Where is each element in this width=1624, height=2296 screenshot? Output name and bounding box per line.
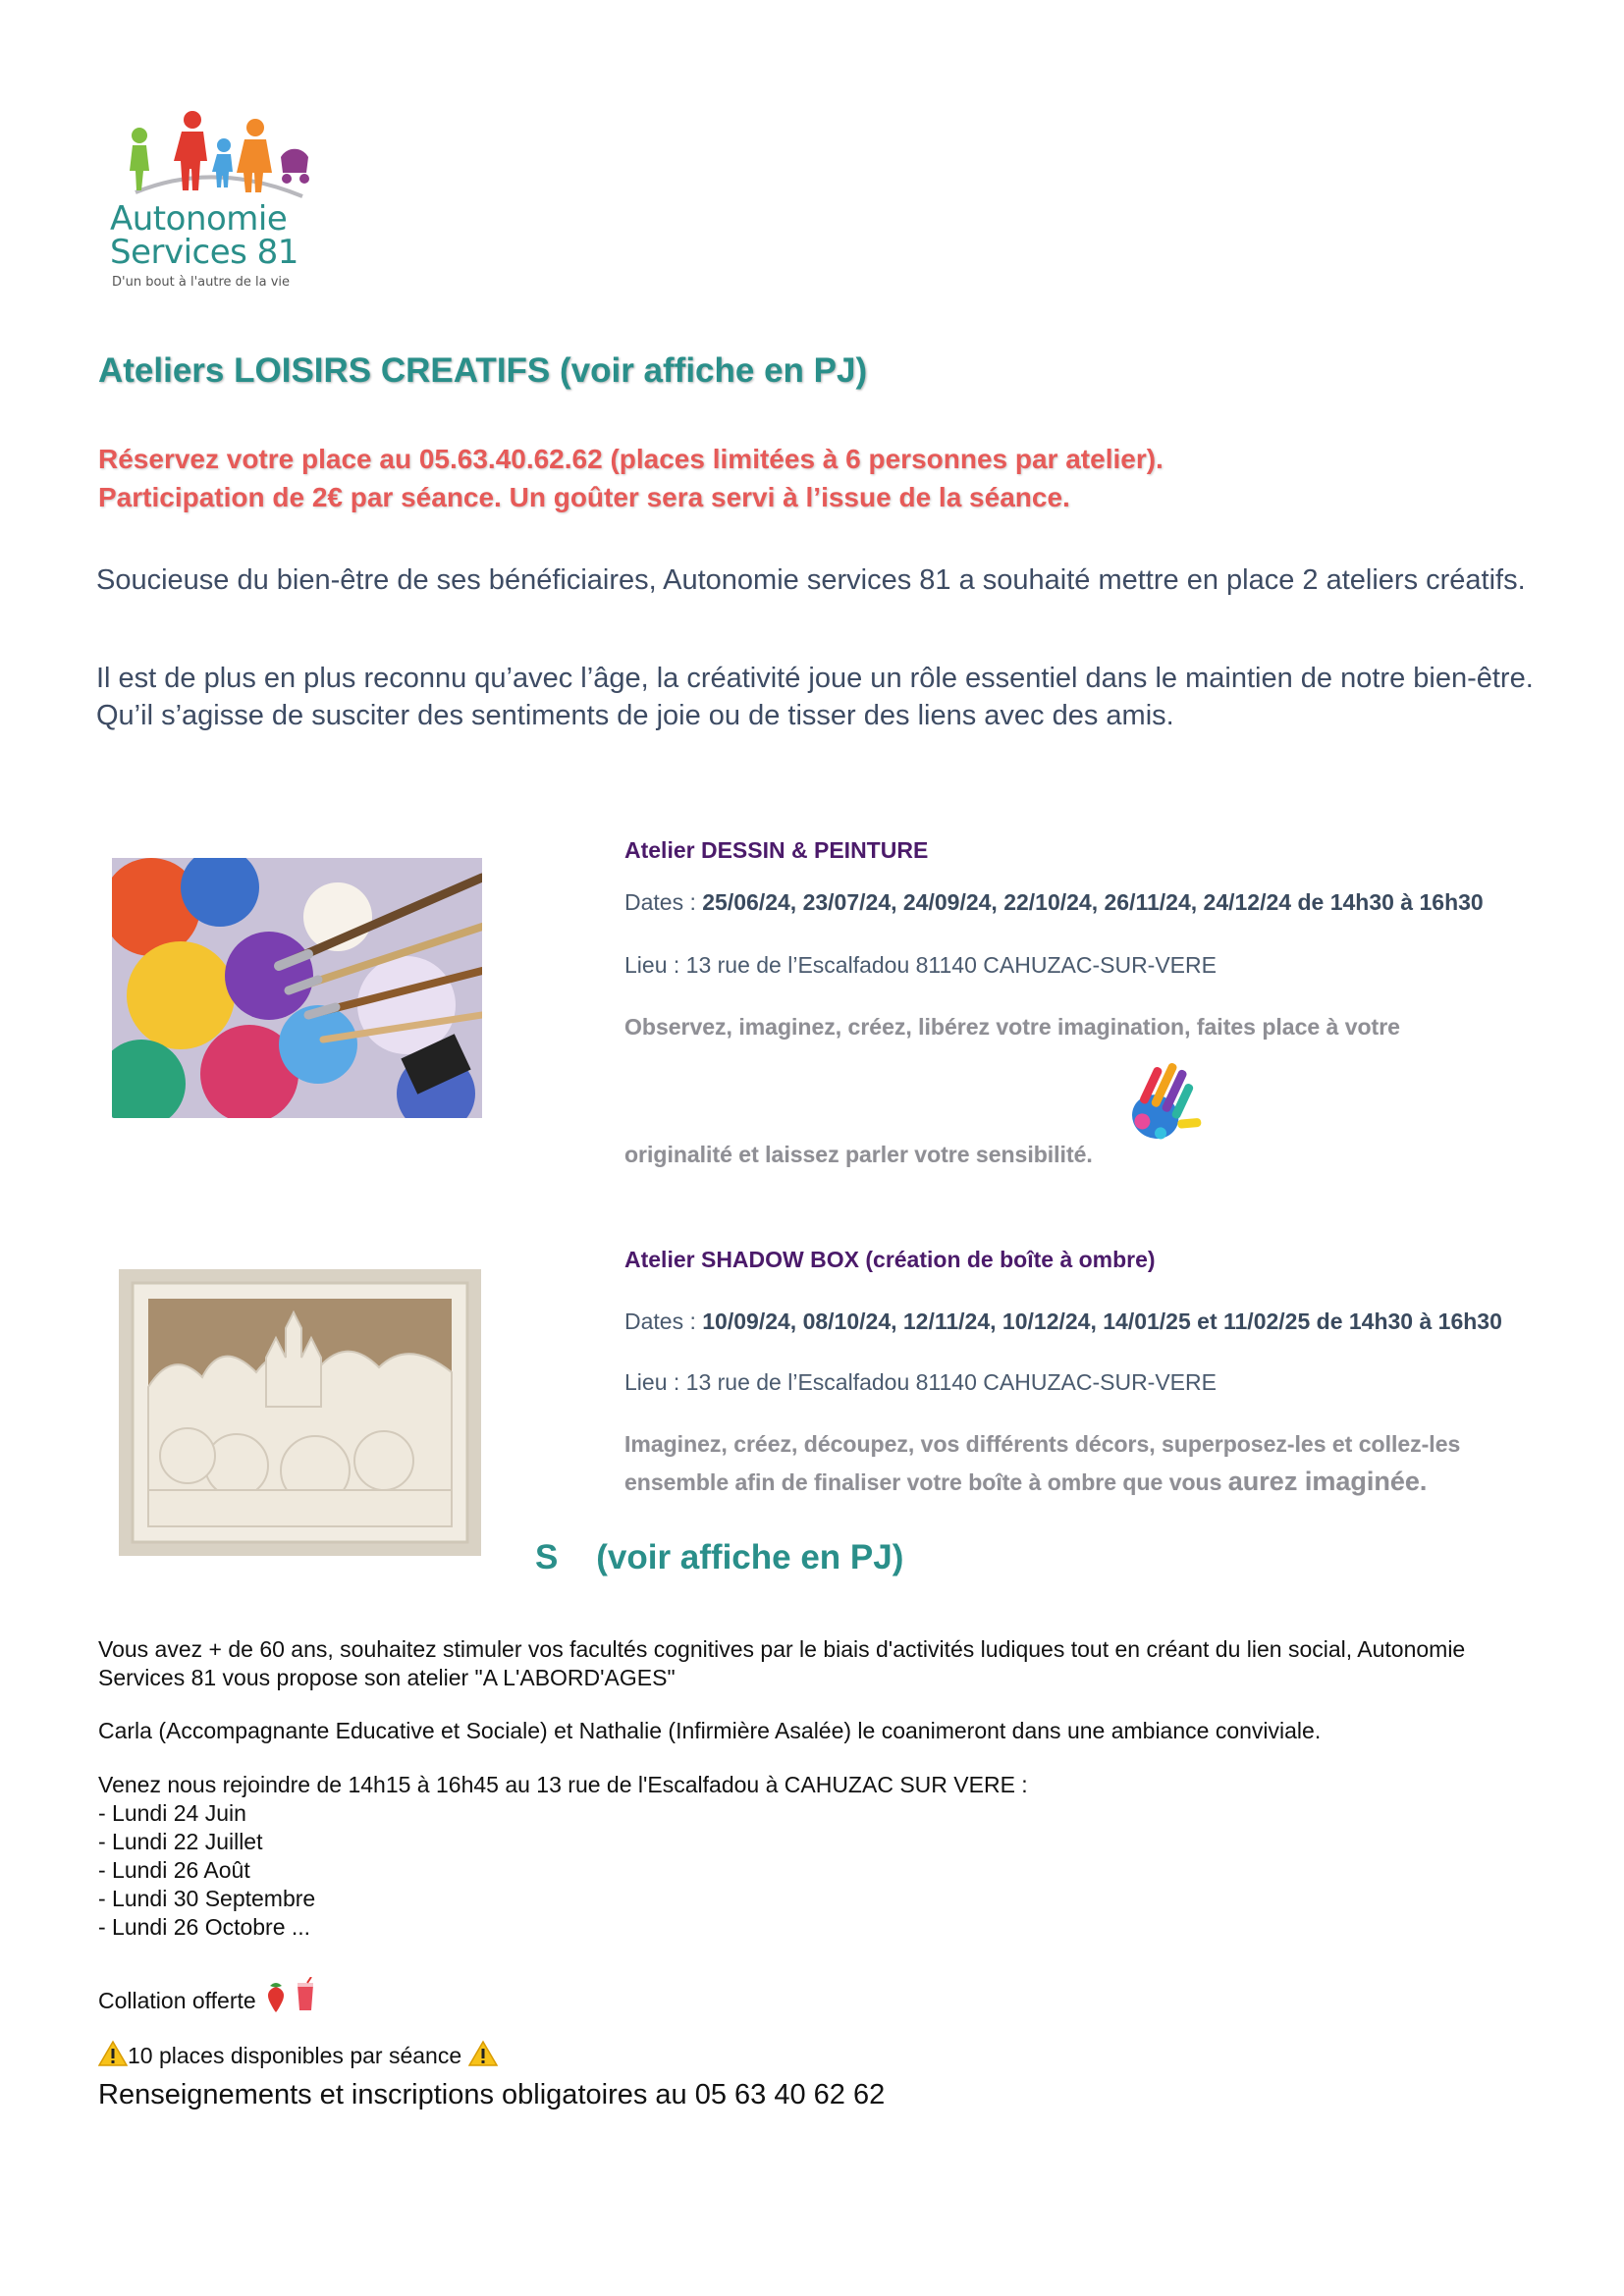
logo-tagline: D'un bout à l'autre de la vie (112, 275, 291, 290)
page-title: Ateliers LOISIRS CREATIFS (voir affiche en PJ) (98, 351, 868, 390)
atelier1-lieu: Lieu : 13 rue de l’Escalfadou 81140 CAHUZAC-SUR-VERE (624, 952, 1217, 978)
atelier2-dates-value: 10/09/24, 08/10/24, 12/11/24, 10/12/24, 14/01/25 et 11/02/25 de 14h30 à 16h30 (702, 1308, 1502, 1334)
atelier1-desc-line2: originalité et laissez parler votre sensibilité. (624, 1142, 1093, 1167)
list-item: - Lundi 22 Juillet (98, 1829, 263, 1854)
atelier2-desc-line2 (624, 1467, 1427, 1497)
atelier2-dates (624, 1307, 1538, 1337)
places-text: 10 places disponibles par séance (128, 2043, 462, 2068)
logo (106, 106, 322, 297)
reserve-line: Réservez votre place au 05.63.40.62.62 (places limitées à 6 personnes par atelier). (98, 444, 1164, 474)
atelier2-desc-line2b: aurez imaginée. (1227, 1467, 1428, 1496)
warning-icon (468, 2040, 498, 2067)
participation-line: Participation de 2€ par séance. Un goûter sera servi à l’issue de la séance. (98, 482, 1070, 512)
places-line (98, 2040, 1532, 2070)
logo-name-line2: Services 81 (110, 233, 298, 272)
atelier1-title: Atelier DESSIN & PEINTURE (624, 837, 929, 863)
strawberry-drink-icon (262, 1977, 319, 2012)
shadow-box-image (119, 1269, 481, 1556)
list-item: - Lundi 30 Septembre (98, 1886, 316, 1911)
intro-paragraph-1: Soucieuse du bien-être de ses bénéficiaires, Autonomie services 81 a souhaité mettre en place 2 ateliers créatifs. (96, 564, 1526, 596)
session-dates-list (98, 1799, 315, 1942)
list-item: - Lundi 26 Août (98, 1857, 250, 1883)
list-item: - Lundi 26 Octobre ... (98, 1914, 311, 1940)
abordages-paragraph-2: Carla (Accompagnante Educative et Sociale) et Nathalie (Infirmière Asalée) le coanimeront dans une ambiance conviviale. (98, 1718, 1322, 1743)
atelier2-title: Atelier SHADOW BOX (création de boîte à ombre) (624, 1247, 1156, 1272)
painting-palette-image (112, 858, 482, 1118)
atelier1-desc-line1: Observez, imaginez, créez, libérez votre imagination, faites place à votre (624, 1014, 1400, 1040)
abordages-heading: S (voir affiche en PJ) (535, 1538, 904, 1576)
intro-paragraph-2: Il est de plus en plus reconnu qu’avec l’âge, la créativité joue un rôle essentiel dans le maintien de notre bien-être. Qu’il s’agisse de susciter des sentiments de joie ou de tisser des liens avec des amis. (96, 663, 1534, 731)
atelier1-dates (624, 887, 1538, 918)
atelier1-dates-label: Dates : (624, 889, 703, 915)
final-info: Renseignements et inscriptions obligatoires au 05 63 40 62 62 (98, 2079, 886, 2110)
atelier2-desc-line1: Imaginez, créez, découpez, vos différents décors, superposez-les et collez-les (624, 1431, 1461, 1457)
abordages-paragraph-3: Venez nous rejoindre de 14h15 à 16h45 au 13 rue de l'Escalfadou à CAHUZAC SUR VERE : (98, 1772, 1028, 1797)
atelier2-desc-line2a: ensemble afin de finaliser votre boîte à ombre que vous (624, 1469, 1228, 1495)
atelier1-dates-value: 25/06/24, 23/07/24, 24/09/24, 22/10/24, 26/11/24, 24/12/24 de 14h30 à 16h30 (702, 889, 1484, 915)
list-item: - Lundi 24 Juin (98, 1800, 246, 1826)
abordages-paragraph-1: Vous avez + de 60 ans, souhaitez stimuler vos facultés cognitives par le biais d'activités ludiques tout en créant du lien social, Autonomie Services 81 vous propose son atelier "A L'ABORD'AGES" (98, 1636, 1466, 1690)
family-figures-icon (106, 106, 322, 204)
logo-name-line1: Autonomie (110, 199, 288, 239)
atelier2-lieu: Lieu : 13 rue de l’Escalfadou 81140 CAHUZAC-SUR-VERE (624, 1369, 1217, 1395)
collation-line (98, 1977, 1532, 2015)
reservation-info (98, 440, 1164, 516)
atelier2-dates-label: Dates : (624, 1308, 703, 1334)
warning-icon (98, 2040, 128, 2067)
collation-text: Collation offerte (98, 1988, 256, 2013)
painted-hand-image (1103, 1044, 1220, 1162)
